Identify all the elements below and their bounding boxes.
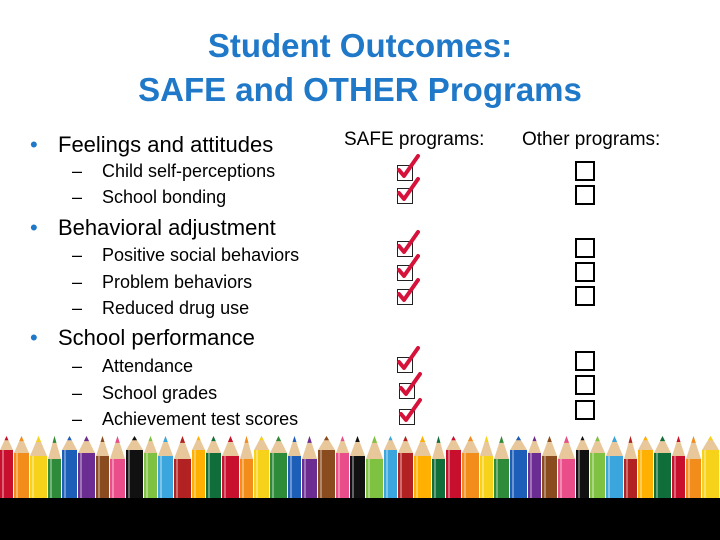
safe-programs-header: SAFE programs: <box>344 129 485 150</box>
empty-box-icon <box>575 238 595 258</box>
checked-box-icon <box>397 357 413 373</box>
other-programs-header: Other programs: <box>522 129 661 150</box>
empty-box-icon <box>575 161 595 181</box>
list-item: – Achievement test scores <box>72 409 299 429</box>
list-item: – Attendance <box>72 356 194 376</box>
list-item: – School bonding <box>72 187 227 207</box>
list-item: – Problem behaviors <box>72 272 253 292</box>
empty-box-icon <box>575 286 595 306</box>
empty-box-icon <box>575 375 595 395</box>
bullet-icon: • <box>30 325 38 350</box>
list-item: – School grades <box>72 383 218 403</box>
checked-box-icon <box>399 409 415 425</box>
section-behavioral <box>30 215 276 241</box>
section-label: School performance <box>58 325 255 350</box>
checked-box-icon <box>399 383 415 399</box>
section-feelings <box>30 132 273 158</box>
section-school <box>30 325 255 351</box>
slide-title <box>0 24 720 112</box>
empty-box-icon <box>575 262 595 282</box>
bullet-icon: • <box>30 215 38 240</box>
title-line-1: Student Outcomes: <box>207 27 513 64</box>
checked-box-icon <box>397 188 413 204</box>
empty-box-icon <box>575 351 595 371</box>
list-item: – Child self-perceptions <box>72 161 276 181</box>
empty-box-icon <box>575 400 595 420</box>
empty-box-icon <box>575 185 595 205</box>
title-line-2: SAFE and OTHER Programs <box>138 71 582 108</box>
checked-box-icon <box>397 289 413 305</box>
list-item: – Reduced drug use <box>72 298 250 318</box>
list-item: – Positive social behaviors <box>72 245 300 265</box>
section-label: Behavioral adjustment <box>58 215 276 240</box>
footer-bar <box>0 498 720 540</box>
bullet-icon: • <box>30 132 38 157</box>
colored-pencils-image <box>0 436 720 498</box>
section-label: Feelings and attitudes <box>58 132 274 157</box>
